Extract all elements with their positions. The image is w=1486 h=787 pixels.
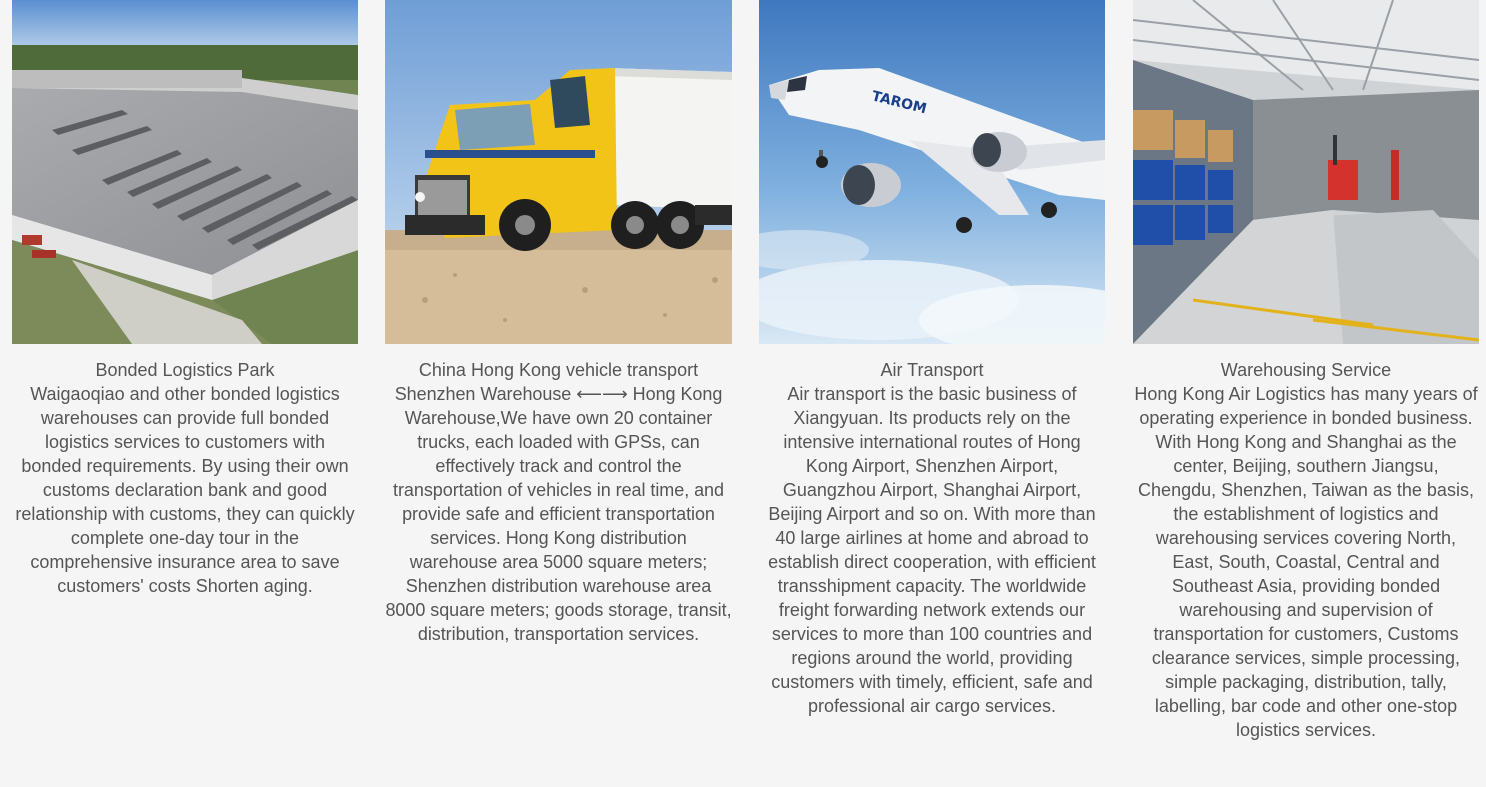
- bonded-logistics-park-image[interactable]: [12, 0, 358, 344]
- yellow-truck-picture: [385, 0, 732, 344]
- air-transport-image[interactable]: [759, 0, 1105, 344]
- card-title[interactable]: Warehousing Service: [1220, 360, 1392, 380]
- vehicle-transport-image[interactable]: [385, 0, 732, 344]
- card-description: Hong Kong Air Logistics has many years of operating experience in bonded business. With Hong Kong and Shanghai as the center, Beijing, southern Jiangsu, Chengdu, Shenzhen, Taiwan as the basis, the establishment of logistics and warehousing services covering North, East, South, Coastal, Central and Southeast Asia, providing bonded warehousing and supervision of transportation for customers, Customs clearance services, simple processing, simple packaging, distribution, tally, labelling, bar code and other one-stop logistics services.: [1134, 384, 1478, 740]
- card-description: Waigaoqiao and other bonded logistics warehouses can provide full bonded logistics services to customers with bonded requirements. By using their own customs declaration bank and good relationship with customs, they can quickly complete one-day tour in the comprehensive insurance area to save customers' costs Shorten aging.: [15, 384, 355, 596]
- warehouse-aerial-picture: [12, 0, 358, 344]
- service-card-bonded-logistics-park[interactable]: [12, 0, 358, 598]
- aircraft-livery-text: TAROM: [870, 88, 929, 118]
- card-title[interactable]: Bonded Logistics Park: [95, 360, 275, 380]
- card-description: Shenzhen Warehouse ⟵⟶ Hong Kong Warehouse,We have own 20 container trucks, each loaded with GPSs, can effectively track and control the transportation of vehicles in real time, and provide safe and efficient transportation services. Hong Kong distribution warehouse area 5000 square meters; Shenzhen distribution warehouse area 8000 square meters; goods storage, transit, distribution, transportation services.: [385, 384, 732, 644]
- card-description: Air transport is the basic business of Xiangyuan. Its products rely on the intensive international routes of Hong Kong Airport, Shenzhen Airport, Guangzhou Airport, Shanghai Airport, Beijing Airport and so on. With more than 40 large airlines at home and abroad to establish direct cooperation, with efficient transshipment capacity. The worldwide freight forwarding network extends our services to more than 100 countries and regions around the world, providing customers with timely, efficient, safe and professional air cargo services.: [768, 384, 1096, 716]
- warehousing-service-image[interactable]: [1133, 0, 1479, 344]
- warehouse-interior-picture: [1133, 0, 1479, 344]
- card-title[interactable]: Air Transport: [880, 360, 984, 380]
- service-card-air-transport[interactable]: [759, 0, 1105, 718]
- airplane-picture: [759, 0, 1105, 344]
- card-title[interactable]: China Hong Kong vehicle transport: [418, 360, 699, 380]
- service-card-vehicle-transport[interactable]: [385, 0, 732, 646]
- service-card-warehousing[interactable]: [1133, 0, 1479, 742]
